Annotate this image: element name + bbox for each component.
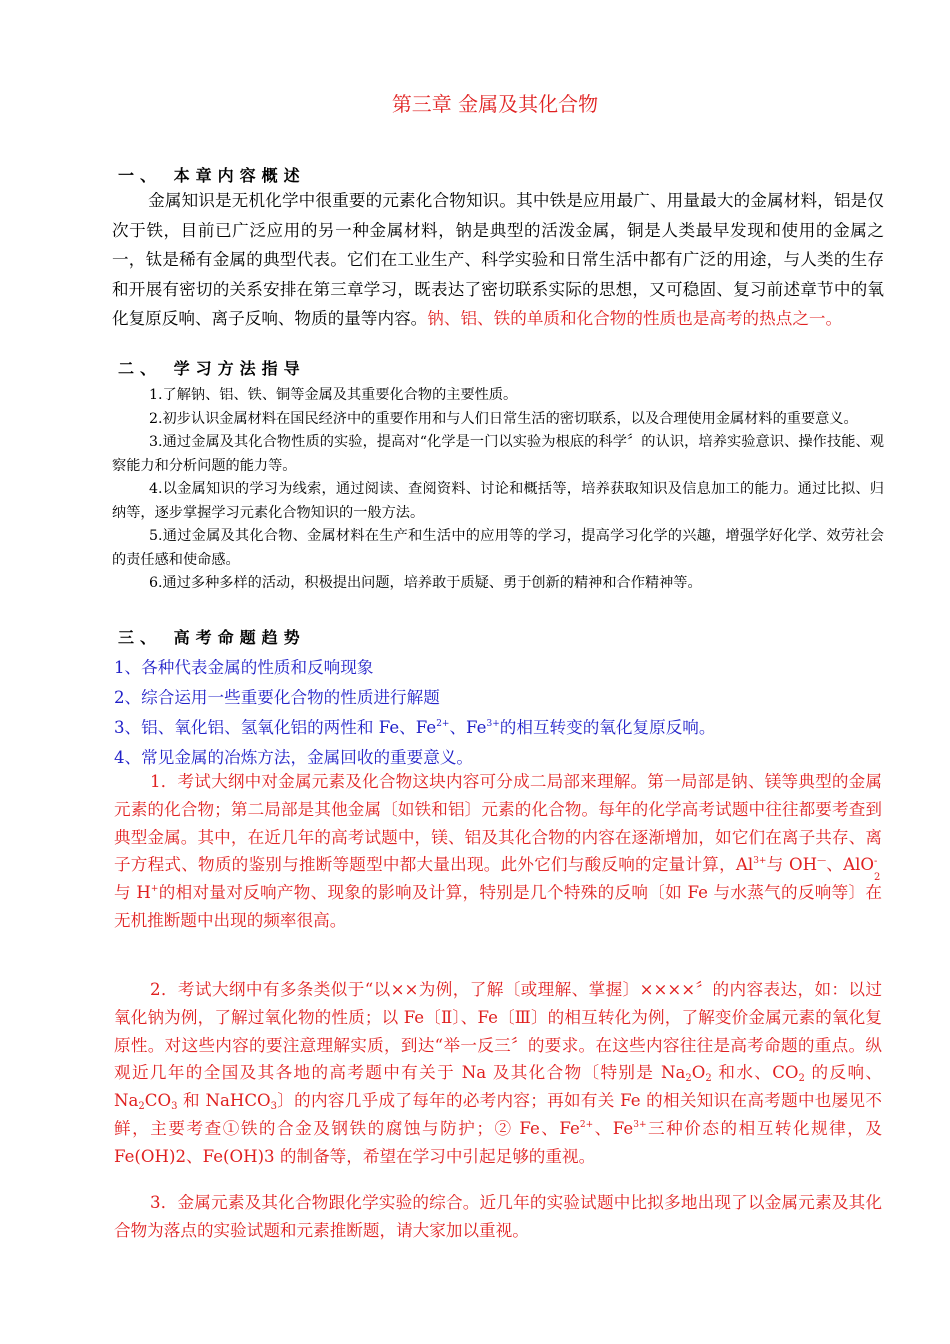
section-heading-method: 二、 学习方法指导 <box>118 359 306 378</box>
section-heading-overview: 一、 本章内容概述 <box>118 166 306 185</box>
method-item: 3.通过金属及其化合物性质的实验，提高对“化学是一门以实验为根底的科学〞的认识，培养实验意识、操作技能、观察能力和分析问题的能力等。 <box>112 434 884 474</box>
section-heading-trend: 三、 高考命题趋势 <box>118 628 306 647</box>
method-item: 1.了解钠、铝、铁、铜等金属及其重要化合物的主要性质。 <box>149 387 518 403</box>
method-item: 4.以金属知识的学习为线索，通过阅读、查阅资料、讨论和概括等，培养获取知识及信息加工的能力。通过比拟、归纳等，逐步掌握学习元素化合物知识的一般方法。 <box>112 481 884 521</box>
method-list <box>112 384 884 596</box>
trend-paragraph-1: 1．考试大纲中对金属元素及化合物这块内容可分成二局部来理解。第一局部是钠、镁等典型的金属元素的化合物；第二局部是其他金属〔如铁和铝〕元素的化合物。每年的化学高考试题中往往都要考查到典型金属。其中，在近几年的高考试题中，镁、铝及其化合物的内容在逐渐增加，如它们在离子共存、离子方程式、物质的鉴别与推断等题型中都大量出现。此外它们与酸反响的定量计算，$Al^{3+}$与 OH—、AlO - 2 与 H+的相对量对反响产物、现象的影响及计算，特别是几个特殊的反响〔如 Fe 与水蒸气的反响等〕在无机推断题中出现的频率很高。 <box>114 772 882 930</box>
overview-highlight: 钠、铝、铁的单质和化合物的性质也是高考的热点之一。 <box>427 309 843 328</box>
method-item: 6.通过多种多样的活动，积极提出问题，培养敢于质疑、勇于创新的精神和合作精神等。 <box>149 575 702 591</box>
trend-paragraph-3: 3．金属元素及其化合物跟化学实验的综合。近几年的实验试题中比拟多地出现了以金属元素及其化合物为落点的实验试题和元素推断题，请大家加以重视。 <box>114 1193 882 1240</box>
method-item: 5.通过金属及其化合物、金属材料在生产和生活中的应用等的学习，提高学习化学的兴趣，增强学好化学、效劳社会的责任感和使命感。 <box>112 528 884 568</box>
overview-paragraph <box>112 186 884 334</box>
trend-item-2: 2、综合运用一些重要化合物的性质进行解题 <box>114 688 440 707</box>
trend-item-4: 4、常见金属的冶炼方法，金属回收的重要意义。 <box>114 748 474 767</box>
page-title: 第三章 金属及其化合物 <box>391 92 599 116</box>
method-item: 2.初步认识金属材料在国民经济中的重要作用和与人们日常生活的密切联系，以及合理使用金属材料的重要意义。 <box>149 410 858 427</box>
trend-item-3: 3、铝、氧化铝、氢氧化铝的两性和 Fe、$Fe^{2+}$、$Fe^{3+}$的相互转变的氧化复原反响。 <box>114 718 716 737</box>
trend-paragraph-2: 2．考试大纲中有多条类似于“以××为例，了解〔或理解、掌握〕××××〞的内容表达，如：以过氧化钠为例，了解过氧化物的性质；以 Fe〔Ⅱ〕、Fe〔Ⅲ〕的相互转化为例，了解变价金属元素的氧化复原性。对这些内容的要注意理解实质，到达“举一反三〞的要求。在这些内容往往是高考命题的重点。纵观近几年的全国及其各地的高考题中有关于 Na 及其化合物〔特别是 $Na_2O_2$ 和水、$CO_2$ 的反响、$Na_2CO_3$ 和 NaHCO$_3$〕的内容几乎成了每年的必考内容；再如有关 Fe 的相关知识在高考题中也屡见不鲜，主要考查①铁的合金及钢铁的腐蚀与防护；② Fe、$Fe^{2+}$、$Fe^{3+}$三种价态的相互转化规律，及 Fe(OH)2、Fe(OH)3 的制备等，希望在学习中引起足够的重视。 <box>114 980 883 1166</box>
overview-text: 金属知识是无机化学中很重要的元素化合物知识。其中铁是应用最广、用量最大的金属材料，铝是仅次于铁，目前已广泛应用的另一种金属材料，钠是典型的活泼金属，铜是人类最早发现和使用的金属之一，钛是稀有金属的典型代表。它们在工业生产、科学实验和日常生活中都有广泛的用途，与人类的生存和开展有密切的关系安排在第三章学习，既表达了密切联系实际的思想，又可稳固、复习前述章节中的氧化复原反响、离子反响、物质的量等内容。 <box>112 191 884 328</box>
trend-item-1: 1、各种代表金属的性质和反响现象 <box>114 658 374 677</box>
